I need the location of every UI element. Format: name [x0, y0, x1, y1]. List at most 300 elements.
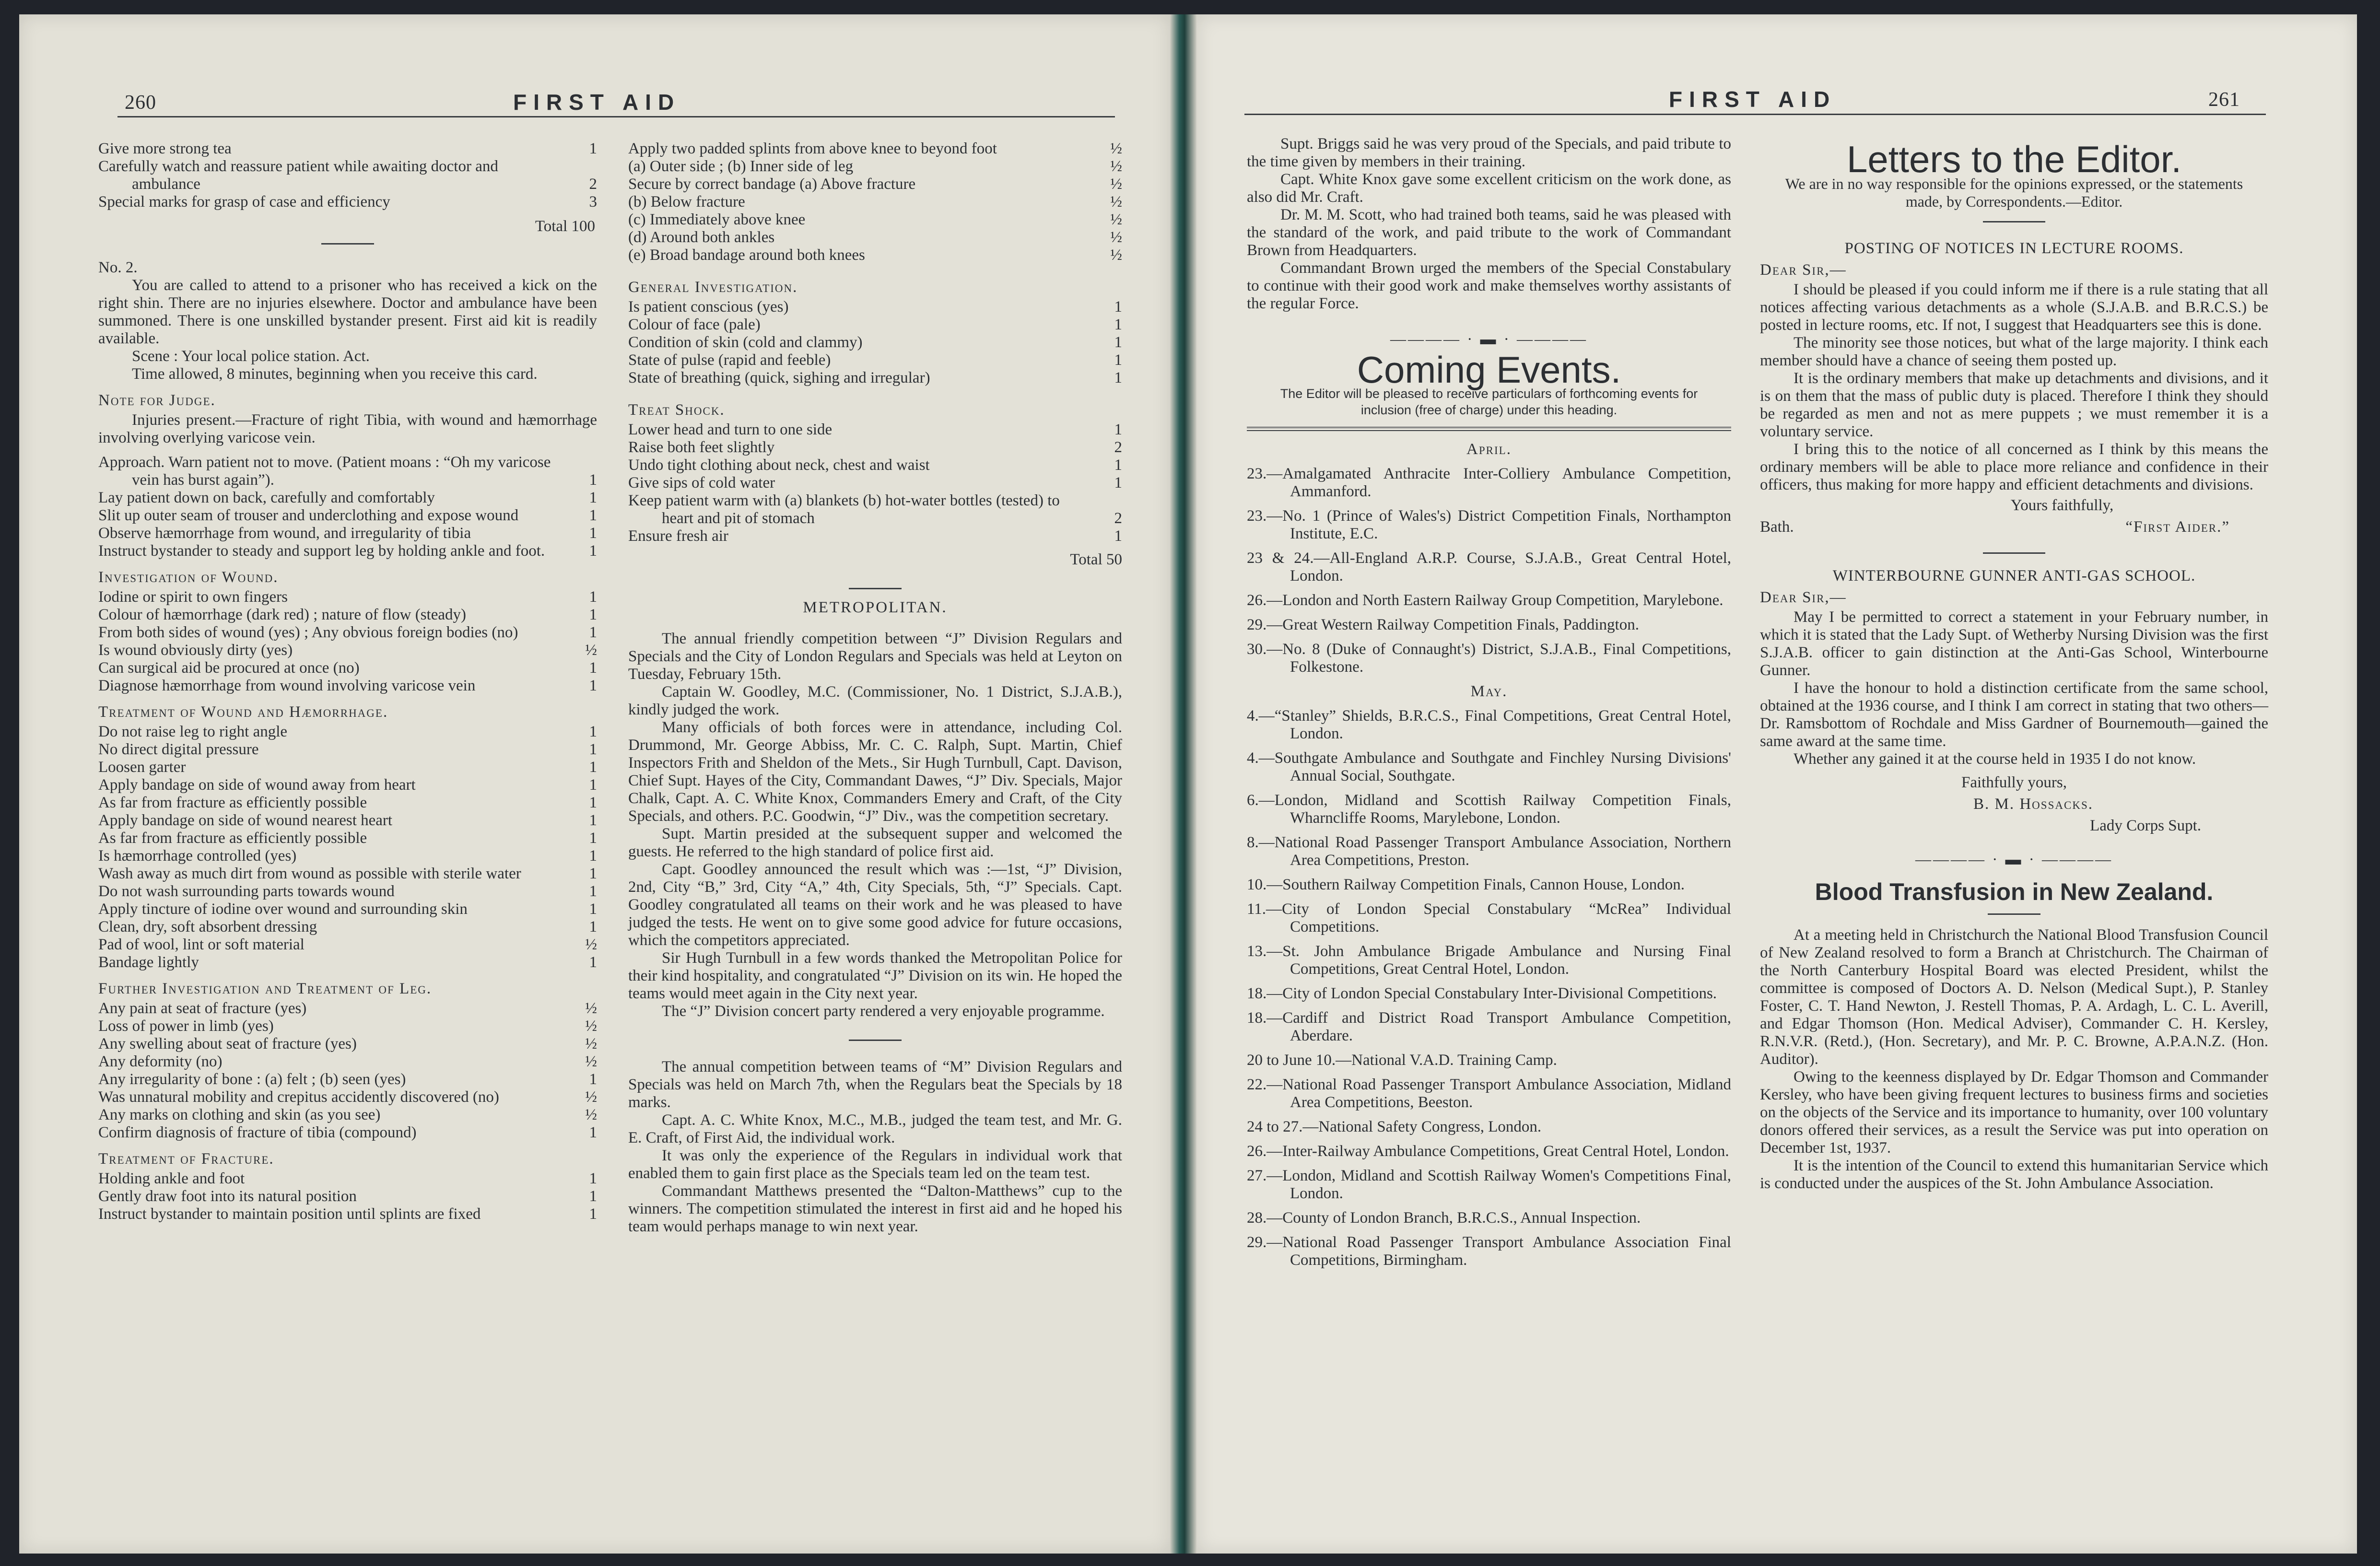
event-date: 23.	[1247, 507, 1267, 525]
marks-row	[98, 1188, 597, 1205]
injuries-present: Injuries present.—Fracture of right Tibia, with wound and hæmorrhage involving overlying varicose vein.	[98, 411, 597, 446]
paragraph: Capt. White Knox gave some excellent criticism on the work done, as also did Mr. Craft.	[1247, 171, 1731, 206]
paragraph: Captain W. Goodley, M.C. (Commissioner, No. 1 District, S.J.A.B.), kindly judged the work.	[628, 683, 1122, 718]
marks-row-text: Pad of wool, lint or soft material	[98, 936, 305, 953]
left-column-2	[628, 140, 1122, 1236]
letter-1-heading: POSTING OF NOTICES IN LECTURE ROOMS.	[1844, 240, 2184, 257]
marks-row	[98, 1035, 597, 1053]
marks-row-value: ½	[1110, 211, 1122, 228]
marks-row-text: Approach. Warn patient not to move. (Patient moans : “Oh my varicose vein has burst again”).	[98, 454, 551, 489]
marks-row-value: 1	[589, 759, 597, 776]
right-column-2	[1760, 140, 2268, 1192]
marks-row-text: (e) Broad bandage around both knees	[628, 246, 865, 264]
marks-row-value: 1	[589, 741, 597, 758]
coming-events-note: The Editor will be pleased to receive particulars of forthcoming events for inclusion (free of charge) under this heading.	[1280, 386, 1698, 417]
event-date: 23.	[1247, 465, 1267, 482]
marks-row	[98, 158, 597, 193]
marks-row	[98, 1124, 597, 1142]
section-heading-treatment: Treatment of Wound and Hæmorrhage.	[98, 703, 388, 721]
marks-row-text: Instruct bystander to maintain position until splints are fixed	[98, 1205, 481, 1223]
paragraph: I have the honour to hold a distinction certificate from the same school, obtained at the 1936 course, and I think I am correct in stating that two others—Dr. Ramsbottom of Rochdale and Miss Gardner of Bournemouth—gained the same award at the same time.	[1760, 679, 2268, 750]
event-text: —All-England A.R.P. Course, S.J.A.B., Great Central Hotel, London.	[1290, 549, 1732, 584]
marks-row-text: Raise both feet slightly	[628, 439, 775, 456]
marks-row-text: Is hæmorrhage controlled (yes)	[98, 847, 297, 865]
letter-2-salutation: Dear Sir,—	[1760, 589, 1847, 606]
letter-2-heading: WINTERBOURNE GUNNER ANTI-GAS SCHOOL.	[1832, 567, 2196, 584]
right-page	[1196, 14, 2357, 1554]
double-rule	[1247, 427, 1731, 431]
marks-row-text: Apply two padded splints from above knee to beyond foot	[628, 140, 997, 157]
marks-row-text: Wash away as much dirt from wound as possible with sterile water	[98, 865, 521, 882]
marks-row-value: 1	[589, 525, 597, 542]
marks-row	[98, 1106, 597, 1124]
event-item	[1247, 549, 1731, 585]
marks-row	[98, 794, 597, 812]
marks-row-text: (a) Outer side ; (b) Inner side of leg	[628, 158, 854, 175]
marks-row	[98, 624, 597, 642]
marks-row	[98, 830, 597, 847]
case-scene: Scene : Your local police station. Act.	[132, 348, 370, 365]
blood-transfusion-article	[1760, 926, 2268, 1192]
book-gutter	[1170, 14, 1196, 1554]
investigation-list	[98, 588, 597, 695]
section-heading-investigation: Investigation of Wound.	[98, 569, 279, 586]
shock-list	[628, 421, 1122, 545]
marks-row-text: Iodine or spirit to own fingers	[98, 588, 288, 606]
marks-row	[98, 606, 597, 624]
paragraph: Many officials of both forces were in attendance, including Col. Drummond, Mr. George Abbiss, Mr. C. C. Ralph, Supt. Martin, Chief Inspectors Frith and Sheldon of the Mets., Sir Hugh Turnbull, Capt. Davison, Chief Supt. Hayes of the City, Commandant Dawes, “J” Div. Specials, Major Chalk, Capt. A. C. White Knox, Commanders Emery and Craft, of the City Specials, and others. P.C. Goodwin, “J” Div., was the competition secretary.	[628, 719, 1122, 825]
marks-row	[628, 229, 1122, 246]
marks-row	[628, 334, 1122, 351]
marks-row-value: ½	[1110, 140, 1122, 157]
marks-row-value: ½	[1110, 175, 1122, 193]
marks-row-value: ½	[585, 1106, 597, 1123]
event-date: 18.	[1247, 1009, 1267, 1027]
event-date: 13.	[1247, 943, 1267, 960]
event-text: —“Stanley” Shields, B.R.C.S., Final Competitions, Great Central Hotel, London.	[1258, 707, 1731, 742]
event-item	[1247, 1167, 1731, 1203]
marks-row-value: ½	[1110, 229, 1122, 246]
marks-row-text: Is patient conscious (yes)	[628, 298, 789, 316]
marks-row-value: 1	[589, 606, 597, 623]
marks-row-text: As far from fracture as efficiently possible	[98, 794, 367, 811]
marks-row	[98, 542, 597, 560]
marks-row-value: 2	[589, 175, 597, 193]
marks-row-text: Observe hæmorrhage from wound, and irregularity of tibia	[98, 525, 471, 542]
divider	[849, 1040, 902, 1041]
marks-row-text: Special marks for grasp of case and efficiency	[98, 193, 390, 210]
marks-row-text: Carefully watch and reassure patient while awaiting doctor and ambulance	[98, 158, 498, 193]
marks-row	[98, 1088, 597, 1106]
event-date: 24 to 27.	[1247, 1118, 1303, 1135]
marks-row-text: State of pulse (rapid and feeble)	[628, 351, 831, 369]
divider	[1988, 913, 2040, 915]
marks-row-text: Condition of skin (cold and clammy)	[628, 334, 863, 351]
marks-row-value: 1	[589, 830, 597, 847]
case-scenario: You are called to attend to a prisoner who has received a kick on the right shin. There are no injuries elsewhere. Doctor and ambulance have been summoned. There is one unskilled bystander present. First aid kit is readily available.	[98, 277, 597, 347]
coming-events-title: Coming Events.	[1357, 349, 1621, 391]
marks-row	[628, 246, 1122, 264]
event-text: —National Road Passenger Transport Ambulance Association Final Competitions, Birmingham.	[1266, 1234, 1731, 1269]
month-may: May.	[1470, 683, 1508, 700]
marks-row	[98, 1071, 597, 1088]
event-item	[1247, 876, 1731, 894]
event-text: —Cardiff and District Road Transport Ambulance Competition, Aberdare.	[1266, 1009, 1731, 1044]
marks-row-text: Colour of hæmorrhage (dark red) ; nature of flow (steady)	[98, 606, 466, 623]
briggs-article	[1247, 135, 1731, 313]
letter-1-closing: Yours faithfully,	[2010, 497, 2114, 514]
metropolitan-article	[628, 630, 1122, 1020]
marks-row-value: 1	[589, 677, 597, 694]
left-page	[19, 14, 1170, 1554]
month-april: April.	[1466, 441, 1512, 458]
marks-row	[98, 759, 597, 776]
letter-1-salutation: Dear Sir,—	[1760, 261, 1847, 279]
marks-row	[98, 1000, 597, 1017]
letter-1-signature-row	[1760, 518, 2268, 536]
marks-row	[628, 439, 1122, 456]
event-text: —City of London Special Constabulary “McRea” Individual Competitions.	[1266, 900, 1731, 935]
marks-row-value: 1	[1114, 369, 1122, 386]
marks-row-value: ½	[1110, 158, 1122, 175]
marks-row-text: (c) Immediately above knee	[628, 211, 806, 228]
event-date: 26.	[1247, 592, 1267, 609]
paragraph: It is the ordinary members that make up detachments and divisions, and it is on them that the mass of public duty is placed. Therefore I think they should be regarded as men and not as mere puppets ; we must remember it is a voluntary service.	[1760, 370, 2268, 440]
event-text: —Great Western Railway Competition Finals, Paddington.	[1266, 616, 1639, 633]
marks-row	[628, 193, 1122, 211]
marks-row-value: 1	[589, 542, 597, 560]
event-date: 11.	[1247, 900, 1266, 918]
marks-row-value: 1	[589, 1124, 597, 1141]
event-text: —Amalgamated Anthracite Inter-Colliery Ambulance Competition, Ammanford.	[1266, 465, 1731, 500]
marks-row	[628, 211, 1122, 229]
divider	[321, 243, 374, 245]
marks-row-value: 1	[589, 624, 597, 641]
event-item	[1247, 1009, 1731, 1045]
paragraph: I should be pleased if you could inform me if there is a rule stating that all notices affecting various detachments as a whole (S.J.A.B. and B.R.C.S.) be posted in lecture rooms, etc. If not, I suggest that Headquarters see this is done.	[1760, 281, 2268, 334]
event-date: 4.	[1247, 749, 1259, 767]
marks-row-value: 1	[589, 588, 597, 606]
marks-list-opening	[98, 140, 597, 211]
total-50: Total 50	[1070, 551, 1122, 568]
event-item	[1247, 707, 1731, 743]
ornament-divider: ———— · ▬ · ————	[1390, 331, 1588, 348]
marks-row-value: 1	[589, 659, 597, 677]
marks-row-value: ½	[585, 1000, 597, 1017]
event-date: 20 to June 10.	[1247, 1052, 1336, 1069]
marks-row	[98, 936, 597, 954]
letter-1-place: Bath.	[1760, 518, 1794, 536]
marks-row-text: Any marks on clothing and skin (as you see)	[98, 1106, 381, 1123]
marks-row-text: (d) Around both ankles	[628, 229, 775, 246]
event-date: 10.	[1247, 876, 1267, 893]
marks-row	[98, 865, 597, 883]
right-column-1	[1247, 135, 1731, 1276]
event-text: —No. 8 (Duke of Connaught's) District, S.J.A.B., Final Competitions, Folkestone.	[1266, 641, 1731, 676]
marks-row-value: 1	[589, 883, 597, 900]
marks-row-value: 1	[589, 918, 597, 935]
marks-row	[98, 489, 597, 507]
marks-row	[628, 492, 1122, 527]
event-text: —National Road Passenger Transport Ambulance Association, Northern Area Competitions, Preston.	[1258, 834, 1731, 869]
event-item	[1247, 1118, 1731, 1136]
event-date: 30.	[1247, 641, 1267, 658]
marks-row	[98, 1017, 597, 1035]
event-item	[1247, 592, 1731, 609]
event-item	[1247, 943, 1731, 978]
marks-row	[628, 175, 1122, 193]
marks-row-value: ½	[1110, 193, 1122, 210]
letter-2-closing: Faithfully yours,	[1961, 774, 2067, 791]
general-list	[628, 298, 1122, 387]
marks-row-text: Secure by correct bandage (a) Above fracture	[628, 175, 916, 193]
marks-row-text: Do not wash surrounding parts towards wound	[98, 883, 395, 900]
event-date: 23 & 24.	[1247, 549, 1314, 567]
marks-row	[98, 659, 597, 677]
section-heading-shock: Treat Shock.	[628, 401, 725, 419]
event-text: —National Road Passenger Transport Ambulance Association, Midland Area Competitions, Beeston.	[1266, 1076, 1731, 1111]
marks-row	[98, 140, 597, 158]
event-item	[1247, 616, 1731, 634]
marks-row	[98, 776, 597, 794]
marks-row-value: 1	[589, 1071, 597, 1088]
event-date: 4.	[1247, 707, 1259, 725]
marks-row	[98, 1053, 597, 1071]
marks-row	[628, 158, 1122, 175]
section-heading-fracture: Treatment of Fracture.	[98, 1150, 274, 1168]
paragraph: Commandant Matthews presented the “Dalton-Matthews” cup to the winners. The competition stimulated the interest in first aid and he hoped his team would perhaps manage to win next year.	[628, 1182, 1122, 1235]
marks-row	[98, 954, 597, 971]
page-number-left: 260	[125, 92, 156, 114]
marks-row-text: Give sips of cold water	[628, 474, 775, 491]
section-heading-general: General Investigation.	[628, 279, 798, 296]
marks-row-text: Loss of power in limb (yes)	[98, 1017, 274, 1035]
approach-list	[98, 454, 597, 560]
treatment-list	[98, 723, 597, 971]
event-item	[1247, 465, 1731, 501]
marks-row	[98, 642, 597, 659]
case-time: Time allowed, 8 minutes, beginning when you receive this card.	[132, 365, 538, 383]
marks-row-text: (b) Below fracture	[628, 193, 745, 210]
marks-row	[628, 456, 1122, 474]
divider	[849, 588, 902, 589]
marks-row-value: ½	[585, 1053, 597, 1070]
marks-row	[628, 298, 1122, 316]
marks-row-value: ½	[1110, 246, 1122, 264]
marks-row-text: Any swelling about seat of fracture (yes)	[98, 1035, 357, 1052]
event-item	[1247, 749, 1731, 785]
letter-2-signature: B. M. Hossacks.	[1973, 795, 2093, 813]
marks-row-value: ½	[585, 1017, 597, 1035]
paragraph: Dr. M. M. Scott, who had trained both teams, said he was pleased with the standard of the work, and paid tribute to the work of Commandant Brown from Headquarters.	[1247, 206, 1731, 259]
marks-row-value: 1	[1114, 456, 1122, 474]
event-text: —St. John Ambulance Brigade Ambulance and Nursing Final Competitions, Great Central Hotel, London.	[1266, 943, 1731, 978]
marks-row	[98, 677, 597, 695]
header-rule-right	[1244, 114, 2266, 115]
marks-row-text: Is wound obviously dirty (yes)	[98, 642, 293, 659]
event-text: —London, Midland and Scottish Railway Competition Finals, Wharncliffe Rooms, Marylebone, London.	[1258, 792, 1731, 827]
paragraph: It is the intention of the Council to extend this humanitarian Service which is conducted under the auspices of the St. John Ambulance Association.	[1760, 1157, 2268, 1192]
event-text: —Southern Railway Competition Finals, Cannon House, London.	[1266, 876, 1685, 893]
marks-row-value: 1	[589, 900, 597, 918]
splint-list	[628, 140, 1122, 264]
case-number: No. 2.	[98, 259, 138, 276]
left-column-1	[98, 140, 597, 1223]
event-text: —London, Midland and Scottish Railway Women's Competitions Final, London.	[1266, 1167, 1731, 1202]
section-heading-further: Further Investigation and Treatment of Leg.	[98, 980, 432, 997]
ornament-divider: ———— · ▬ · ————	[1915, 851, 2113, 868]
marks-row	[98, 588, 597, 606]
marks-row-value: 1	[589, 812, 597, 829]
letter-2-body	[1760, 608, 2268, 768]
divider	[1983, 552, 2045, 554]
marks-row-value: 1	[1114, 316, 1122, 333]
marks-row-value: ½	[585, 1088, 597, 1106]
marks-row-text: From both sides of wound (yes) ; Any obvious foreign bodies (no)	[98, 624, 518, 641]
paragraph: Capt. A. C. White Knox, M.C., M.B., judged the team test, and Mr. G. E. Craft, of First Aid, the individual work.	[628, 1111, 1122, 1146]
marks-row	[98, 1170, 597, 1188]
marks-row-text: Slit up outer seam of trouser and underclothing and expose wound	[98, 507, 519, 524]
marks-row	[98, 454, 597, 489]
event-text: —City of London Special Constabulary Inter-Divisional Competitions.	[1266, 985, 1717, 1002]
event-text: —London and North Eastern Railway Group Competition, Marylebone.	[1266, 592, 1723, 609]
marks-row	[98, 193, 597, 211]
marks-row-text: Ensure fresh air	[628, 527, 728, 545]
marks-row-value: ½	[585, 1035, 597, 1052]
paragraph: It was only the experience of the Regulars in individual work that enabled them to gain first place as the Specials team led on the team test.	[628, 1147, 1122, 1182]
event-date: 22.	[1247, 1076, 1267, 1093]
marks-row-value: 1	[589, 507, 597, 524]
metropolitan-heading: METROPOLITAN.	[803, 599, 948, 616]
event-text: —Southgate Ambulance and Southgate and Finchley Nursing Divisions' Annual Social, Southgate.	[1258, 749, 1731, 784]
marks-row-value: 1	[589, 1188, 597, 1205]
marks-row	[98, 883, 597, 900]
letter-1-signature: “First Aider.”	[2125, 518, 2230, 536]
marks-row	[628, 316, 1122, 334]
marks-row-value: 1	[1114, 527, 1122, 545]
marks-row-text: Loosen garter	[98, 759, 186, 776]
april-events	[1247, 465, 1731, 676]
marks-row-value: 2	[1114, 510, 1122, 527]
event-item	[1247, 834, 1731, 869]
marks-row	[98, 900, 597, 918]
marks-row	[98, 812, 597, 830]
paragraph: The minority see those notices, but what of the large majority. I think each member should have a chance of seeing them posted up.	[1760, 334, 2268, 369]
marks-row-value: ½	[585, 936, 597, 953]
marks-row-value: 1	[589, 1170, 597, 1187]
may-events	[1247, 707, 1731, 1269]
paragraph: At a meeting held in Christchurch the National Blood Transfusion Council of New Zealand resolved to form a Branch at Christchurch. The Chairman of the North Canterbury Hospital Board was elected President, whilst the committee is composed of Doctors A. D. Nelson (Medical Supt.), P. Stanley Foster, C. T. Hand Newton, J. Restell Thomas, P. A. Ardagh, L. C. L. Averill, and Edgar Thomson (Hon. Medical Adviser), Commander C. H. Kersley, R.N.V.R. (Retd.), (Hon. Secretary), and Mr. P. C. Browne, A.P.A.N.Z. (Hon. Auditor).	[1760, 926, 2268, 1068]
marks-row-text: As far from fracture as efficiently possible	[98, 830, 367, 847]
marks-row	[628, 140, 1122, 158]
fracture-treatment-list	[98, 1170, 597, 1223]
marks-row-text: Apply tincture of iodine over wound and surrounding skin	[98, 900, 468, 918]
event-item	[1247, 1234, 1731, 1269]
marks-row-value: 1	[1114, 298, 1122, 316]
marks-row-value: 3	[589, 193, 597, 210]
running-head-left: FIRST AID	[513, 90, 681, 115]
marks-row-value: 1	[1114, 334, 1122, 351]
marks-row-text: Apply bandage on side of wound away from heart	[98, 776, 416, 794]
marks-row-text: Confirm diagnosis of fracture of tibia (compound)	[98, 1124, 417, 1141]
m-division-article	[628, 1058, 1122, 1236]
marks-row-value: 1	[589, 723, 597, 740]
event-date: 18.	[1247, 985, 1267, 1002]
event-item	[1247, 1209, 1731, 1227]
marks-row-text: Instruct bystander to steady and support leg by holding ankle and foot.	[98, 542, 545, 560]
letter-2-title: Lady Corps Supt.	[2090, 817, 2201, 834]
letters-title: Letters to the Editor.	[1846, 138, 2182, 180]
event-item	[1247, 900, 1731, 936]
paragraph: Owing to the keenness displayed by Dr. Edgar Thomson and Commander Kersley, who have been giving frequent lectures to business firms and societies on the objects of the Service and its importance to humanity, over 100 voluntary donors offered their services, as a result the Service was put into operation on December 1st, 1937.	[1760, 1068, 2268, 1157]
event-item	[1247, 1052, 1731, 1069]
marks-row-text: Any deformity (no)	[98, 1053, 223, 1070]
paragraph: The annual friendly competition between “J” Division Regulars and Specials and the City of London Regulars and Specials was held at Leyton on Tuesday, February 15th.	[628, 630, 1122, 683]
marks-row-value: ½	[585, 642, 597, 659]
marks-row-text: Lay patient down on back, carefully and comfortably	[98, 489, 435, 506]
marks-row	[98, 525, 597, 542]
marks-row	[98, 741, 597, 759]
marks-row-text: Was unnatural mobility and crepitus accidently discovered (no)	[98, 1088, 499, 1106]
event-item	[1247, 1143, 1731, 1160]
marks-row-value: 1	[1114, 351, 1122, 369]
marks-row-value: 1	[1114, 421, 1122, 438]
event-text: —Inter-Railway Ambulance Competitions, Great Central Hotel, London.	[1266, 1143, 1729, 1160]
paragraph: The annual competition between teams of “M” Division Regulars and Specials was held on March 7th, when the Regulars beat the Specials by 18 marks.	[628, 1058, 1122, 1111]
header-rule-left	[117, 116, 1115, 117]
paragraph: I bring this to the notice of all concerned as I think by this means the ordinary members will be able to place more reliance and confidence in their officers, thus making for more happy and efficient detachments and divisions.	[1760, 441, 2268, 493]
marks-row-value: 1	[589, 865, 597, 882]
marks-row-text: No direct digital pressure	[98, 741, 259, 758]
further-list	[98, 1000, 597, 1142]
paragraph: Supt. Martin presided at the subsequent supper and welcomed the guests. He referred to the high standard of police first aid.	[628, 825, 1122, 860]
marks-row	[98, 723, 597, 741]
marks-row	[98, 918, 597, 936]
event-date: 8.	[1247, 834, 1259, 851]
letter-1-body	[1760, 281, 2268, 494]
event-item	[1247, 792, 1731, 827]
event-text: —County of London Branch, B.R.C.S., Annual Inspection.	[1266, 1209, 1641, 1227]
marks-row-text: Gently draw foot into its natural position	[98, 1188, 357, 1205]
marks-row-value: 1	[589, 776, 597, 794]
marks-row-text: Do not raise leg to right angle	[98, 723, 288, 740]
marks-row	[98, 507, 597, 525]
marks-row-text: Any pain at seat of fracture (yes)	[98, 1000, 307, 1017]
paragraph: Whether any gained it at the course held in 1935 I do not know.	[1794, 750, 2196, 768]
marks-row	[628, 421, 1122, 439]
marks-row	[628, 351, 1122, 369]
total-100: Total 100	[535, 218, 595, 235]
event-date: 27.	[1247, 1167, 1267, 1184]
marks-row-text: Any irregularity of bone : (a) felt ; (b) seen (yes)	[98, 1071, 406, 1088]
event-item	[1247, 641, 1731, 676]
marks-row-value: 1	[589, 140, 597, 157]
marks-row-text: Give more strong tea	[98, 140, 232, 157]
event-item	[1247, 1076, 1731, 1111]
blood-transfusion-title: Blood Transfusion in New Zealand.	[1815, 878, 2214, 905]
marks-row	[628, 527, 1122, 545]
event-item	[1247, 507, 1731, 543]
marks-row-value: 2	[1114, 439, 1122, 456]
event-item	[1247, 985, 1731, 1003]
event-text: —No. 1 (Prince of Wales's) District Competition Finals, Northampton Institute, E.C.	[1266, 507, 1731, 542]
paragraph: Sir Hugh Turnbull in a few words thanked the Metropolitan Police for their kind hospitality, and congratulated “J” Division on its win. He hoped the teams would meet again in the City next year.	[628, 949, 1122, 1002]
marks-row-text: Clean, dry, soft absorbent dressing	[98, 918, 317, 935]
marks-row	[628, 474, 1122, 492]
marks-row	[98, 847, 597, 865]
page-number-right: 261	[2208, 89, 2240, 111]
divider	[1983, 221, 2045, 222]
